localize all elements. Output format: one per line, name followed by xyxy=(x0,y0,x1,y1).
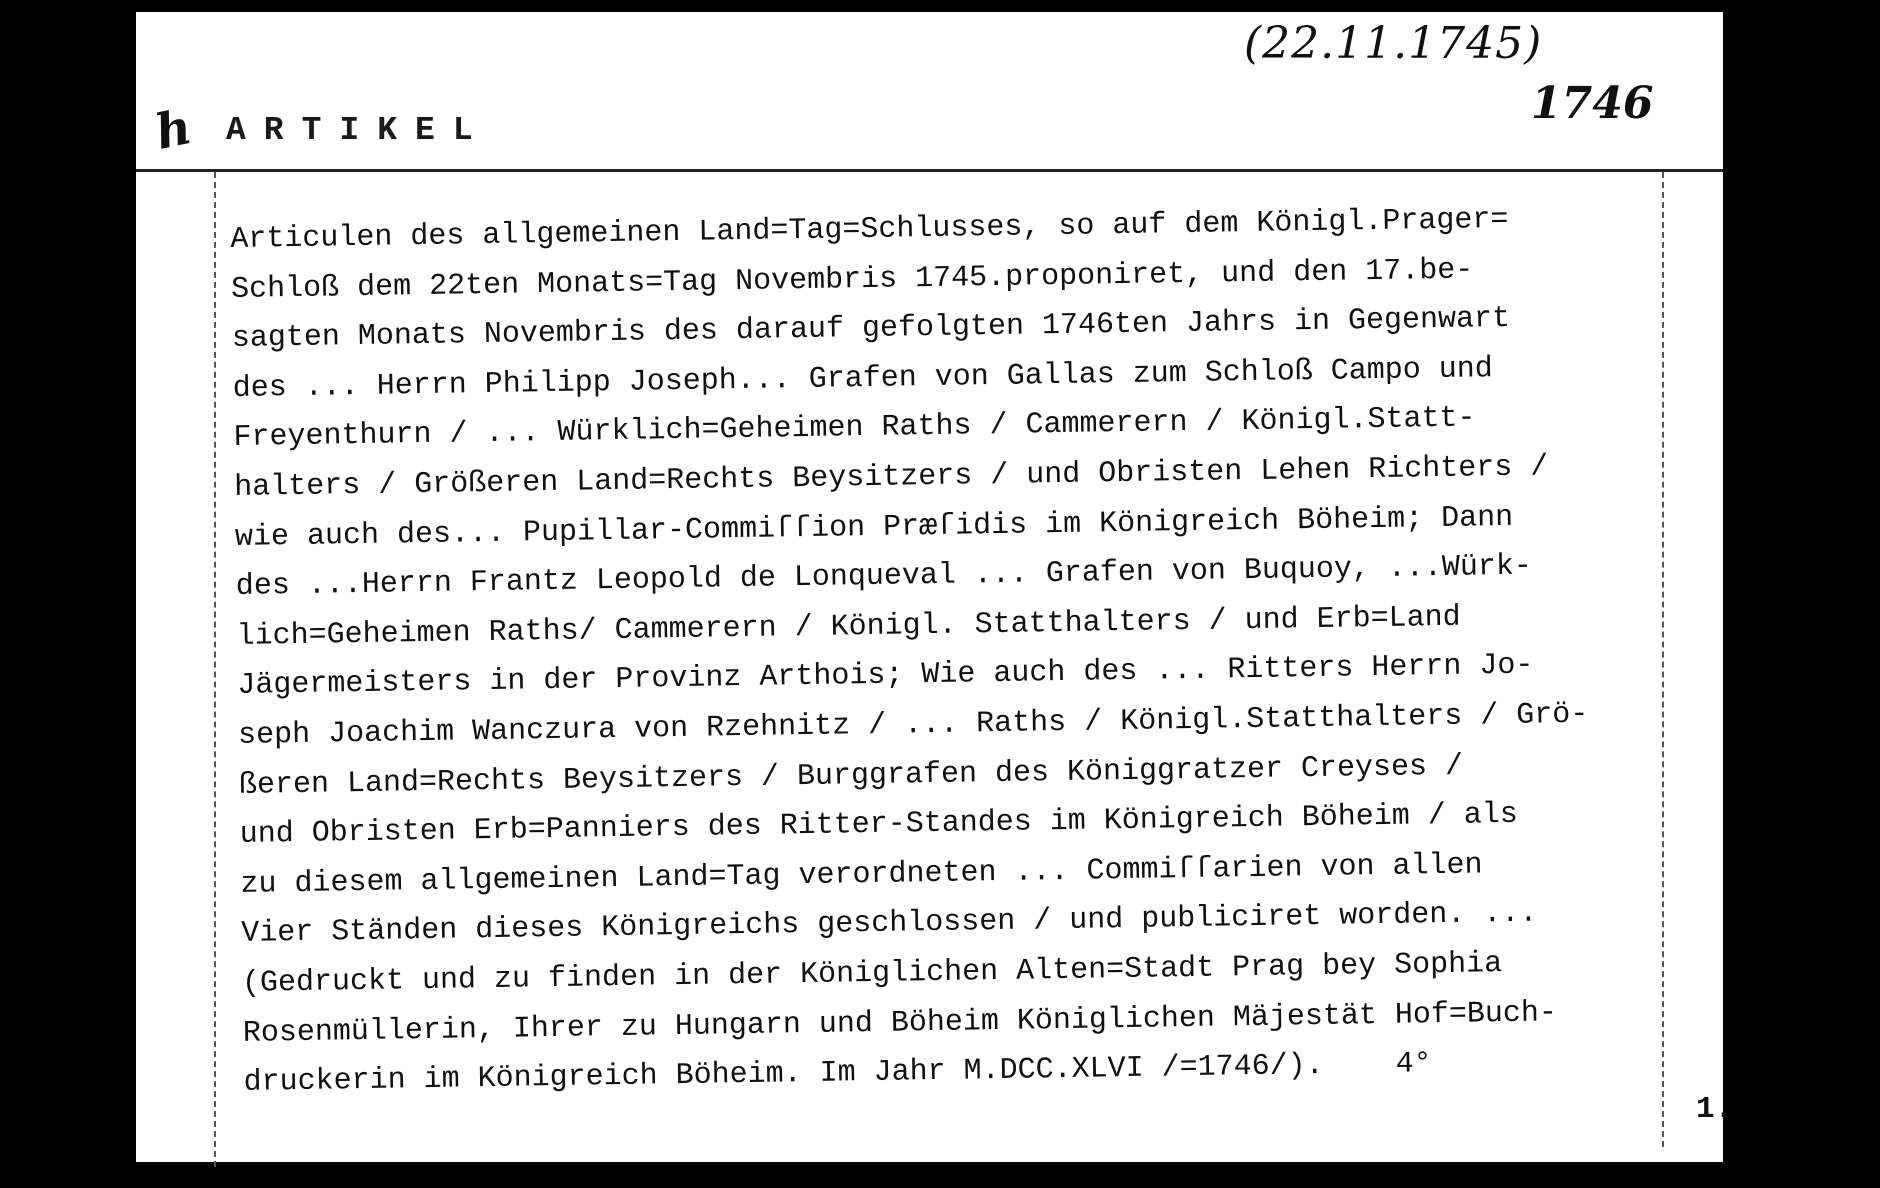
text-line: Jägermeisters in der Provinz Arthois; Wie auch des ... Ritters Herrn Jo- xyxy=(237,648,1534,704)
category-title: ARTIKEL xyxy=(226,112,491,149)
text-line: (Gedruckt und zu finden in der Königlichen Alten=Stadt Prag bey Sophia xyxy=(241,947,1503,1001)
text-line: des ... Herrn Philipp Joseph... Grafen von Gallas zum Schloß Campo und xyxy=(232,351,1494,406)
text-line: zu diesem allgemeinen Land=Tag verordneten ... Commiſſarien von allen xyxy=(240,848,1483,902)
handwritten-date-note: (22.11.1745) xyxy=(1244,18,1543,69)
handwritten-year-note: 1746 xyxy=(1531,78,1654,129)
text-line: Schloß dem 22ten Monats=Tag Novembris 1745.proponiret, und den 17.be- xyxy=(230,253,1474,307)
text-line: seph Joachim Wanczura von Rzehnitz / ... Raths / Königl.Statthalters / Grö- xyxy=(237,697,1589,753)
citation-text xyxy=(230,193,1684,1108)
text-line: Vier Ständen dieses Königreichs geschlossen / und publiciret worden. ... xyxy=(241,896,1538,952)
left-margin-line xyxy=(214,172,216,1167)
index-card xyxy=(136,12,1734,1162)
text-line: Articulen des allgemeinen Land=Tag=Schlusses, so auf dem Königl.Prager= xyxy=(230,202,1509,257)
text-line: ßeren Land=Rechts Beysitzers / Burggrafen des Königgratzer Creyses / xyxy=(238,749,1464,803)
handwritten-category-mark: h xyxy=(150,98,197,162)
text-line: halters / Größeren Land=Rechts Beysitzers / und Obristen Lehen Richters / xyxy=(234,450,1549,505)
card-number: 1. xyxy=(1696,1092,1734,1127)
text-line: lich=Geheimen Raths/ Cammerern / Königl. Statthalters / und Erb=Land xyxy=(236,600,1461,654)
text-line: des ...Herrn Frantz Leopold de Lonqueval ... Grafen von Buquoy, ...Würk- xyxy=(235,549,1533,605)
text-line: wie auch des... Pupillar-Commiſſion Præſidis im Königreich Böheim; Dann xyxy=(234,500,1514,555)
text-line: Rosenmüllerin, Ihrer zu Hungarn und Böheim Königlichen Mäjestät Hof=Buch- xyxy=(242,995,1558,1051)
header-rule xyxy=(136,169,1723,172)
text-line: Freyenthurn / ... Würklich=Geheimen Raths / Cammerern / Königl.Statt- xyxy=(233,401,1476,456)
text-line: druckerin im Königreich Böheim. Im Jahr M.DCC.XLVI /=1746/). 4° xyxy=(243,1047,1432,1100)
text-line: sagten Monats Novembris des darauf gefolgten 1746ten Jahrs in Gegenwart xyxy=(231,302,1511,357)
text-line: und Obristen Erb=Panniers des Ritter-Standes im Königreich Böheim / als xyxy=(239,797,1519,853)
